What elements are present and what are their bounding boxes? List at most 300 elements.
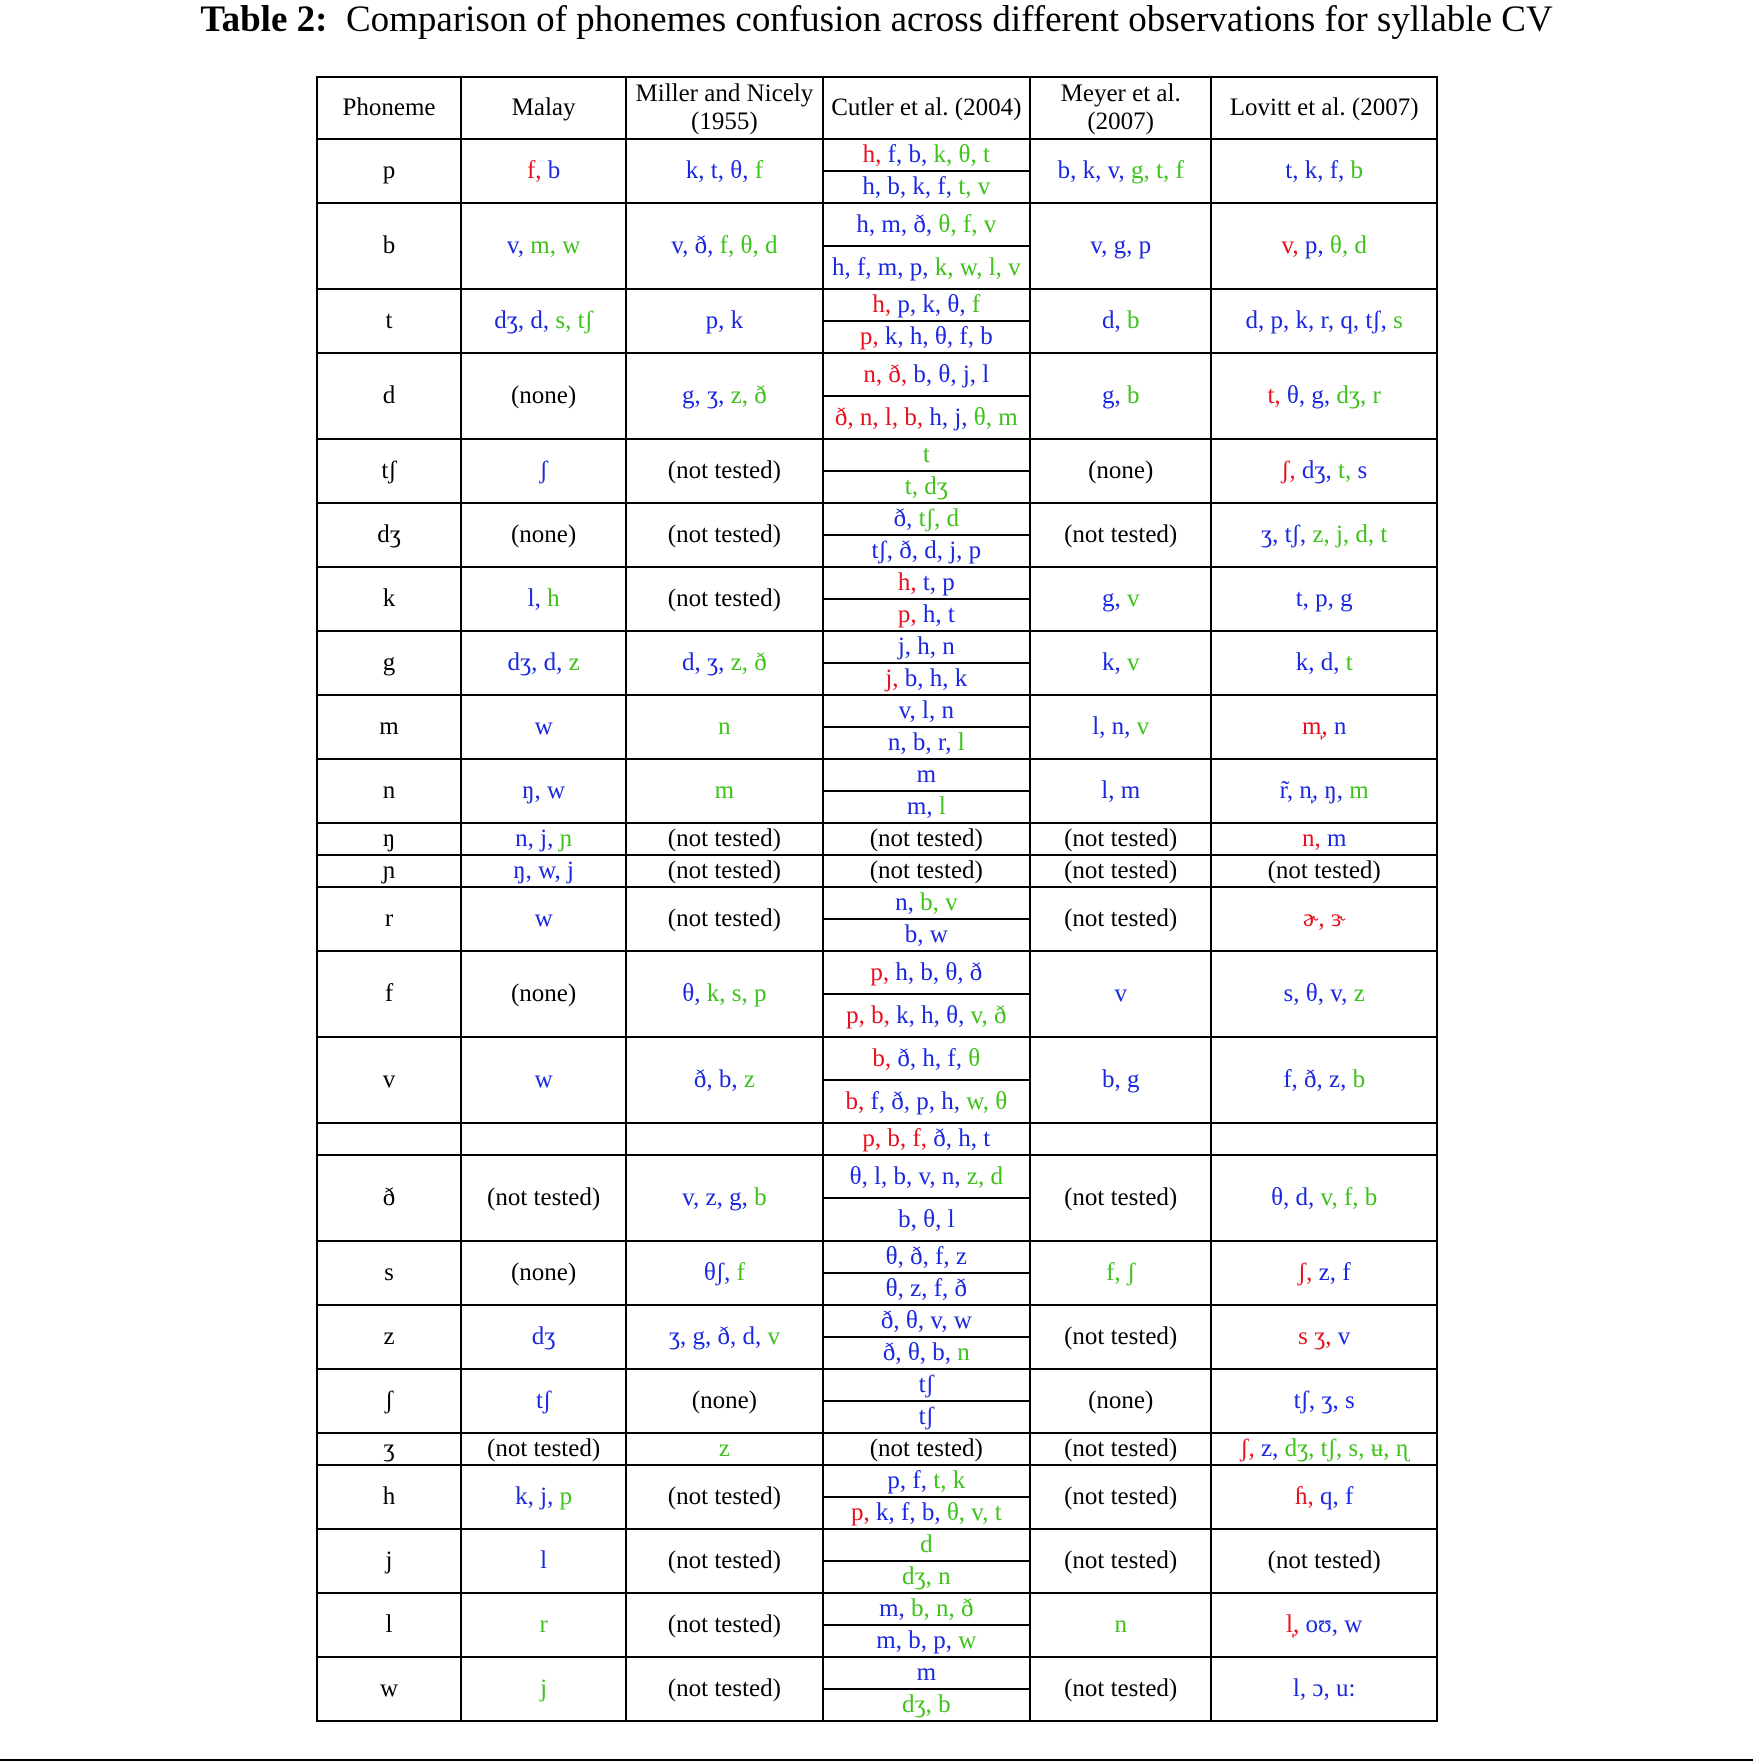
cell-phoneme: k <box>317 567 461 631</box>
cell-meyer <box>1030 1465 1211 1529</box>
cell-miller <box>626 567 822 631</box>
confusion-token: (not tested) <box>667 521 781 548</box>
confusion-token: ʃ <box>539 457 548 484</box>
cell-malay: f, b <box>461 139 626 203</box>
confusion-token: b <box>938 1691 951 1718</box>
confusion-token: f <box>1175 157 1184 184</box>
table-row <box>317 1305 1437 1369</box>
header-row <box>317 77 1437 139</box>
confusion-token: t <box>994 1499 1002 1526</box>
confusion-token: j <box>540 1675 548 1702</box>
cutler-upper: ð, tʃ, d <box>824 504 1029 536</box>
confusion-token: (not tested) <box>667 585 781 612</box>
confusion-token: θ <box>849 1162 862 1190</box>
cutler-lower: m, l <box>906 793 946 820</box>
confusion-token: v <box>1107 157 1119 184</box>
cell-cutler <box>823 1593 1030 1657</box>
confusion-token: θ <box>682 980 695 1007</box>
confusion-token: n <box>957 1339 970 1366</box>
confusion-token: ð <box>754 382 767 409</box>
cell-meyer: b, g <box>1030 1037 1211 1123</box>
confusion-token: k <box>952 1467 966 1494</box>
cutler-lower: n, b, r, l <box>887 729 965 756</box>
table-row <box>317 1465 1437 1529</box>
cell-phoneme: t <box>317 289 461 353</box>
cell-phoneme: ɲ <box>317 855 461 887</box>
confusion-token: h <box>922 1044 935 1072</box>
confusion-token: (not tested) <box>667 905 781 932</box>
confusion-token: t <box>1267 382 1275 409</box>
confusion-token: g <box>729 1184 742 1211</box>
confusion-token: ʃ <box>1297 1259 1307 1286</box>
confusion-token: m <box>916 761 937 788</box>
confusion-token: v <box>1320 1184 1332 1211</box>
confusion-token: k <box>730 307 744 334</box>
cell-meyer: b, k, v, g, t, f <box>1030 139 1211 203</box>
cell-malay <box>461 1241 626 1305</box>
cutler-split <box>824 888 1029 950</box>
cutler-split <box>824 204 1029 288</box>
confusion-token: l <box>527 585 535 612</box>
cell-cutler <box>823 823 1030 855</box>
confusion-token: ð <box>899 537 912 564</box>
cell-malay <box>461 951 626 1037</box>
cell-lovitt: s ʒ, v <box>1211 1305 1437 1369</box>
cell-lovitt <box>1211 855 1437 887</box>
header-miller: Miller and Nicely (1955) <box>626 77 822 139</box>
confusion-token: n <box>863 360 876 388</box>
confusion-token: m <box>877 253 898 281</box>
confusion-token: t <box>947 601 955 628</box>
confusion-token: b <box>887 173 900 200</box>
cutler-upper <box>824 1658 1029 1690</box>
confusion-token: b <box>904 921 918 948</box>
cell-meyer <box>1030 887 1211 951</box>
cell-malay: ŋ, w, j <box>461 855 626 887</box>
confusion-token: g <box>682 382 695 409</box>
confusion-token: ʉ <box>1370 1435 1384 1462</box>
confusion-token: g <box>1101 585 1115 612</box>
confusion-token: v <box>977 173 991 200</box>
cell-cutler <box>823 1037 1030 1123</box>
cell-malay <box>461 439 626 503</box>
cell-cutler <box>823 503 1030 567</box>
confusion-token: t <box>922 441 930 468</box>
cutler-upper: v, l, n <box>824 696 1029 728</box>
cell-miller <box>626 503 822 567</box>
confusion-token: d <box>742 1323 755 1350</box>
confusion-token: j <box>897 633 905 660</box>
confusion-token: m <box>916 1659 937 1686</box>
confusion-token: s <box>1348 1435 1359 1462</box>
confusion-token: (not tested) <box>1064 521 1178 548</box>
confusion-token: d <box>543 649 557 676</box>
confusion-token: p <box>1304 232 1318 259</box>
bottom-rule <box>0 1759 1753 1761</box>
confusion-token: k <box>884 323 898 350</box>
confusion-token: v <box>767 1323 780 1350</box>
confusion-token: θ <box>958 141 971 168</box>
cutler-upper: j, h, n <box>824 632 1029 664</box>
cell-lovitt: m̩, n <box>1211 695 1437 759</box>
cutler-upper: θ, l, b, v, n, z, d <box>824 1156 1029 1199</box>
confusion-token: (not tested) <box>1064 857 1178 884</box>
cutler-split <box>824 290 1029 352</box>
confusion-token: z <box>1312 521 1324 548</box>
cell-miller: g, ʒ, z, ð <box>626 353 822 439</box>
cell-miller: p, k <box>626 289 822 353</box>
confusion-token: m <box>714 777 735 804</box>
confusion-token: θ <box>1305 980 1318 1007</box>
confusion-token: oʊ <box>1305 1611 1332 1638</box>
confusion-token: θ <box>945 958 958 986</box>
cell-meyer <box>1030 1305 1211 1369</box>
cutler-lower: b, θ, l <box>898 1205 955 1233</box>
confusion-token: l <box>1292 1675 1300 1702</box>
confusion-token: v <box>1114 980 1127 1007</box>
confusion-token: t <box>1345 649 1353 676</box>
cutler-split <box>824 1306 1029 1368</box>
cutler-lower: ð, θ, b, n <box>882 1339 970 1366</box>
confusion-token: k <box>933 141 946 168</box>
cell-phoneme: ʃ <box>317 1369 461 1433</box>
confusion-token: l <box>957 729 965 756</box>
table-row <box>317 759 1437 823</box>
confusion-token: m <box>1349 777 1369 804</box>
table-row <box>317 353 1437 439</box>
cutler-split <box>824 1038 1029 1122</box>
confusion-token: dʒ <box>1301 457 1326 484</box>
confusion-token: (not tested) <box>487 1435 601 1462</box>
confusion-token: m <box>530 232 550 259</box>
confusion-token: b <box>898 1205 911 1233</box>
confusion-token: d <box>990 1162 1004 1190</box>
cell-meyer <box>1030 503 1211 567</box>
table-row <box>317 503 1437 567</box>
cell-miller <box>626 1369 822 1433</box>
confusion-token: w <box>1344 1611 1363 1638</box>
cell-lovitt: ɚ, ɝ <box>1211 887 1437 951</box>
confusion-token: d <box>946 505 959 532</box>
cell-miller <box>626 1123 822 1155</box>
confusion-token: v <box>671 232 683 259</box>
confusion-token: b <box>912 729 926 756</box>
confusion-token: (not tested) <box>667 1611 781 1638</box>
confusion-token: f <box>947 1044 956 1072</box>
cell-malay <box>461 1305 626 1369</box>
table-row <box>317 887 1437 951</box>
cell-malay <box>461 1657 626 1721</box>
confusion-token: h <box>897 569 911 596</box>
cell-meyer <box>1030 1123 1211 1155</box>
cutler-upper: n, ð, b, θ, j, l <box>824 354 1029 397</box>
confusion-token: b <box>920 958 933 986</box>
cell-cutler <box>823 1465 1030 1529</box>
confusion-token: d <box>1320 649 1334 676</box>
cell-phoneme: l <box>317 1593 461 1657</box>
cutler-split <box>824 440 1029 502</box>
confusion-token: ð <box>994 1001 1007 1029</box>
cell-miller <box>626 439 822 503</box>
confusion-token: b <box>911 1595 924 1622</box>
table-row <box>317 1123 1437 1155</box>
confusion-token: p <box>1315 585 1328 612</box>
confusion-token: p <box>870 958 883 986</box>
confusion-token: ɳ <box>1395 1435 1409 1462</box>
confusion-token: v <box>1337 1323 1351 1350</box>
confusion-token: v <box>1281 232 1293 259</box>
cell-cutler <box>823 139 1030 203</box>
cell-lovitt: ʃ, z, f <box>1211 1241 1437 1305</box>
confusion-token: (not tested) <box>1064 1184 1178 1211</box>
cutler-lower: j, b, h, k <box>885 665 968 692</box>
table-row <box>317 1593 1437 1657</box>
confusion-token: (none) <box>510 521 577 548</box>
confusion-token: dʒ <box>924 473 948 500</box>
confusion-token: w <box>562 232 581 259</box>
confusion-token: k <box>1295 307 1308 334</box>
cell-lovitt: ʃ, z, dʒ, tʃ, s, ʉ, ɳ <box>1211 1433 1437 1465</box>
confusion-token: m <box>998 403 1018 431</box>
confusion-token: g <box>1126 1066 1140 1093</box>
cell-miller <box>626 1433 822 1465</box>
cutler-upper: θ, ð, f, z <box>824 1242 1029 1274</box>
cell-cutler <box>823 951 1030 1037</box>
confusion-token: j <box>949 537 957 564</box>
confusion-token: r <box>1320 307 1328 334</box>
cutler-split <box>824 1242 1029 1304</box>
cell-cutler <box>823 1529 1030 1593</box>
confusion-token: t <box>710 157 718 184</box>
confusion-token: (none) <box>1088 457 1154 484</box>
cutler-upper: p, h, b, θ, ð <box>824 952 1029 995</box>
confusion-token: r <box>937 729 946 756</box>
cell-cutler <box>823 203 1030 289</box>
cell-phoneme: g <box>317 631 461 695</box>
confusion-token: z <box>743 1066 755 1093</box>
cutler-upper: h, m, ð, θ, f, v <box>824 204 1029 247</box>
confusion-token: p <box>897 291 910 318</box>
cell-phoneme: dʒ <box>317 503 461 567</box>
confusion-token: z <box>718 1435 730 1462</box>
confusion-token: v <box>930 1307 942 1334</box>
confusion-token: (not tested) <box>1064 1675 1178 1702</box>
cell-phoneme: f <box>317 951 461 1037</box>
cell-cutler <box>823 1433 1030 1465</box>
confusion-token: p <box>1138 232 1152 259</box>
confusion-token: b <box>1364 1184 1378 1211</box>
confusion-token: ʒ <box>1321 1387 1333 1414</box>
confusion-token: h <box>862 173 875 200</box>
cell-malay: k, j, p <box>461 1465 626 1529</box>
confusion-token: w <box>538 857 555 884</box>
confusion-token: (none) <box>691 1387 757 1414</box>
confusion-token: dʒ <box>1284 1435 1309 1462</box>
cell-malay <box>461 1037 626 1123</box>
cutler-split <box>824 568 1029 630</box>
cell-phoneme: b <box>317 203 461 289</box>
confusion-token: f <box>900 1499 910 1526</box>
confusion-token: g <box>1130 157 1144 184</box>
confusion-token: z <box>1353 980 1365 1007</box>
cutler-lower: ð, n, l, b, h, j, θ, m <box>834 403 1018 431</box>
confusion-token: dʒ <box>902 1691 926 1718</box>
confusion-token: f <box>1329 157 1339 184</box>
table-row <box>317 289 1437 353</box>
confusion-token: ð <box>910 1243 923 1270</box>
confusion-token: dʒ <box>494 307 518 334</box>
cutler-split <box>824 354 1029 438</box>
confusion-token: l <box>988 253 996 281</box>
cell-miller <box>626 887 822 951</box>
confusion-token: b <box>921 1499 935 1526</box>
confusion-token: z <box>1260 1435 1273 1462</box>
confusion-token: h <box>895 958 908 986</box>
confusion-token: ŋ <box>522 777 535 804</box>
confusion-token: j <box>1335 521 1343 548</box>
confusion-token: z <box>730 382 742 409</box>
confusion-token: l <box>1101 777 1109 804</box>
cell-lovitt: s, θ, v, z <box>1211 951 1437 1037</box>
confusion-token: f <box>870 1087 879 1115</box>
confusion-token: θ <box>1286 382 1299 409</box>
cutler-lower: h, b, k, f, t, v <box>862 173 991 200</box>
confusion-token: b <box>980 323 993 350</box>
confusion-token: z <box>910 1275 922 1302</box>
confusion-token: ð <box>888 360 901 388</box>
confusion-token: p <box>887 1467 900 1494</box>
confusion-token: b <box>1101 1066 1115 1093</box>
confusion-token: p <box>933 1627 946 1654</box>
cutler-upper: m, b, n, ð <box>824 1594 1029 1626</box>
confusion-token: d <box>1354 232 1367 259</box>
confusion-token: v <box>945 889 958 916</box>
cell-phoneme: h <box>317 1465 461 1529</box>
cutler-lower: θ, z, f, ð <box>885 1275 968 1302</box>
cell-lovitt: tʃ, ʒ, s <box>1211 1369 1437 1433</box>
cutler-lower: m, b, p, w <box>876 1627 977 1654</box>
confusion-token: j <box>954 403 962 431</box>
cell-phoneme: ŋ <box>317 823 461 855</box>
confusion-token: q <box>1320 1483 1333 1510</box>
cell-cutler <box>823 855 1030 887</box>
phoneme-confusion-table <box>316 76 1438 1722</box>
confusion-token: d <box>1245 307 1258 334</box>
confusion-token: tʃ <box>1284 521 1300 548</box>
cell-lovitt: v, p, θ, d <box>1211 203 1437 289</box>
confusion-token: f <box>1283 1066 1292 1093</box>
cell-cutler <box>823 887 1030 951</box>
confusion-token: n <box>941 1162 955 1190</box>
cell-phoneme: m <box>317 695 461 759</box>
confusion-token: f <box>935 1243 944 1270</box>
confusion-token: v <box>918 1162 930 1190</box>
cutler-lower: p, k, f, b, θ, v, t <box>850 1499 1002 1526</box>
cell-phoneme <box>317 1123 461 1155</box>
cell-meyer: d, b <box>1030 289 1211 353</box>
cell-lovitt: ʒ, tʃ, z, j, d, t <box>1211 503 1437 567</box>
cutler-split <box>824 632 1029 694</box>
cell-malay <box>461 503 626 567</box>
cutler-split <box>824 1530 1029 1592</box>
confusion-token: ʒ <box>707 649 719 676</box>
cell-phoneme: s <box>317 1241 461 1305</box>
confusion-token: f <box>1345 1483 1354 1510</box>
confusion-token: w <box>534 1066 553 1093</box>
confusion-token: r̃ <box>1279 777 1287 804</box>
confusion-token: dʒ <box>902 1563 926 1590</box>
cell-meyer <box>1030 951 1211 1037</box>
confusion-token: z <box>966 1162 979 1190</box>
confusion-token: b <box>845 1087 858 1115</box>
confusion-token: z <box>955 1243 968 1270</box>
cutler-split <box>824 1658 1029 1720</box>
confusion-token: f <box>754 157 764 184</box>
confusion-token: h <box>547 585 560 612</box>
confusion-token: tʃ <box>918 1403 934 1430</box>
confusion-token: v <box>1126 585 1140 612</box>
confusion-token: θ <box>946 1001 959 1029</box>
cutler-upper: n, b, v <box>824 888 1029 920</box>
table-row <box>317 951 1437 1037</box>
confusion-token: f <box>962 210 972 238</box>
confusion-token: k <box>1304 157 1318 184</box>
cell-meyer: g, v <box>1030 567 1211 631</box>
confusion-token: (not tested) <box>1064 825 1178 852</box>
confusion-token: m <box>1120 777 1141 804</box>
confusion-token: z <box>568 649 580 676</box>
confusion-token: l <box>982 360 990 388</box>
confusion-token: s ʒ <box>1298 1323 1326 1350</box>
cutler-upper <box>824 760 1029 792</box>
confusion-token: f <box>937 173 946 200</box>
cell-meyer <box>1030 1657 1211 1721</box>
confusion-token: p <box>968 537 982 564</box>
cutler-split <box>824 952 1029 1036</box>
cutler-lower: b, w <box>904 921 948 948</box>
cutler-lower: dʒ, n <box>902 1563 951 1590</box>
confusion-token: ð <box>882 1339 896 1366</box>
confusion-token: p <box>753 980 767 1007</box>
header-malay: Malay <box>461 77 626 139</box>
confusion-token: dʒ <box>507 649 532 676</box>
confusion-token: b <box>904 403 917 431</box>
confusion-token: ð <box>969 958 983 986</box>
cell-phoneme: ð <box>317 1155 461 1241</box>
confusion-token: l <box>884 403 892 431</box>
cutler-lower: h, f, m, p, k, w, l, v <box>831 253 1021 281</box>
confusion-token: (not tested) <box>1064 1483 1178 1510</box>
confusion-token: ð <box>897 1044 910 1072</box>
cell-meyer <box>1030 439 1211 503</box>
confusion-token: ɲ <box>559 825 573 852</box>
confusion-token: d <box>530 307 543 334</box>
confusion-token: f <box>912 1125 921 1152</box>
cell-lovitt: t, k, f, b <box>1211 139 1437 203</box>
cell-cutler <box>823 759 1030 823</box>
cell-malay: l, h <box>461 567 626 631</box>
confusion-token: ð <box>754 649 767 676</box>
confusion-token: g <box>692 1323 705 1350</box>
confusion-token: b <box>1350 157 1364 184</box>
cell-lovitt: l, ɔ, u: <box>1211 1657 1437 1721</box>
cell-malay <box>461 1433 626 1465</box>
confusion-token: n <box>515 825 528 852</box>
cell-malay: v, m, w <box>461 203 626 289</box>
confusion-token: h <box>872 291 885 318</box>
confusion-token: q <box>1340 307 1353 334</box>
confusion-token: θ <box>885 1275 898 1302</box>
